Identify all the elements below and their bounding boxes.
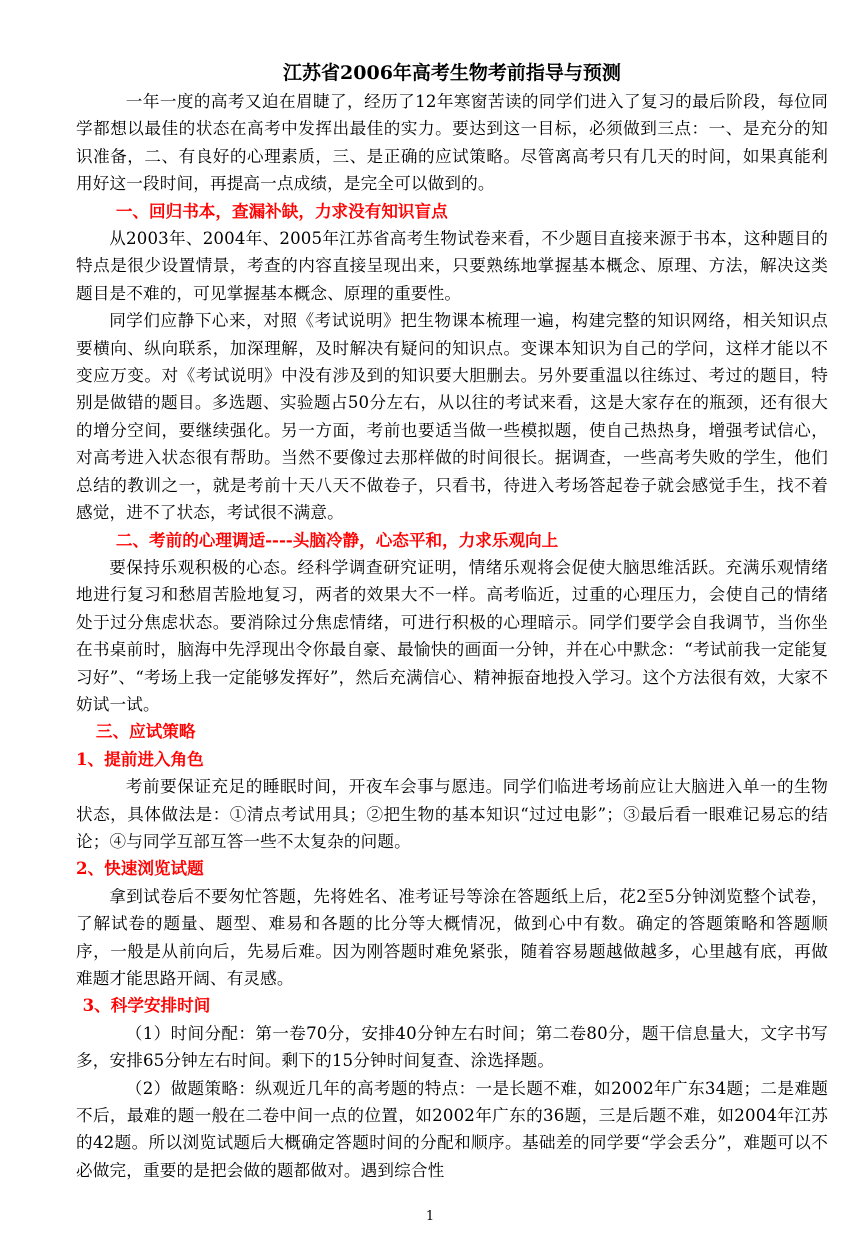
subsection-3-paragraph-2: （2）做题策略：纵观近几年的高考题的特点：一是长题不难，如2002年广东34题；二是难题不后，最难的题一般在二卷中间一点的位置，如2002年广东的36题，三是后题不难，如2004年江苏的42题。所以浏览试题后大概确定答题时间的分配和顺序。基础差的同学要“学会丢分”，难题可以不必做完，重要的是把会做的题都做对。遇到综合性 [76,1078,828,1180]
subsection-1-heading: 1、提前进入角色 [76,748,204,769]
section-1-heading: 一、回归书本，查漏补缺，力求没有知识盲点 [115,200,448,221]
document-page [76,58,828,1184]
subsection-3-paragraph-1: （1）时间分配：第一卷70分，安排40分钟左右时间；第二卷80分，题干信息量大，文字书写多，安排65分钟左右时间。剩下的15分钟时间复查、涂选择题。 [76,1023,828,1071]
section-2-heading: 二、考前的心理调适----头脑冷静，心态平和，力求乐观向上 [115,529,559,550]
subsection-2-paragraph: 拿到试卷后不要匆忙答题，先将姓名、准考证号等涂在答题纸上后，花2至5分钟浏览整个试卷，了解试卷的题量、题型、难易和各题的比分等大概情况，做到心中有数。确定的答题策略和答题顺序，一般是从前向后，先易后难。因为刚答题时难免紧张，随着容易题越做越多，心里越有底，再做难题才能思路开阔、有灵感。 [76,886,828,988]
subsection-1-paragraph: 考前要保证充足的睡眠时间，开夜车会事与愿违。同学们临进考场前应让大脑进入单一的生物状态，具体做法是：①清点考试用具；②把生物的基本知识“过过电影”；③最后看一眼难记易忘的结论；④与同学互部互答一些不太复杂的问题。 [76,777,828,851]
subsection-2-heading: 2、快速浏览试题 [76,858,204,879]
intro-paragraph: 一年一度的高考又迫在眉睫了，经历了12年寒窗苦读的同学们进入了复习的最后阶段，每位同学都想以最佳的状态在高考中发挥出最佳的实力。要达到这一目标，必须做到三点：一、是充分的知识准备，二、有良好的心理素质，三、是正确的应试策略。尽管离高考只有几天的时间，如果真能利用好这一段时间，再提高一点成绩，是完全可以做到的。 [76,92,828,194]
section-1-paragraph-1: 从2003年、2004年、2005年江苏省高考生物试卷来看，不少题目直接来源于书本，这种题目的特点是很少设置情景，考查的内容直接呈现出来，只要熟练地掌握基本概念、原理、方法，解决这类题目是不难的，可见掌握基本概念、原理的重要性。 [76,229,828,303]
page-number: 1 [425,1209,435,1224]
subsection-3-heading: 3、科学安排时间 [82,995,211,1016]
section-2-paragraph-1: 要保持乐观积极的心态。经科学调查研究证明，情绪乐观将会促使大脑思维活跃。充满乐观情绪地进行复习和愁眉苦脸地复习，两者的效果大不一样。高考临近，过重的心理压力，会使自己的情绪处于过分焦虑状态。要消除过分焦虑情绪，可进行积极的心理暗示。同学们要学会自我调节，当你坐在书桌前时，脑海中先浮现出令你最自豪、最愉快的画面一分钟，并在心中默念：“考试前我一定能复习好”、“考场上我一定能够发挥好”，然后充满信心、精神振奋地投入学习。这个方法很有效，大家不妨试一试。 [76,557,828,714]
document-title: 江苏省2006年高考生物考前指导与预测 [283,62,621,84]
section-1-paragraph-2: 同学们应静下心来，对照《考试说明》把生物课本梳理一遍，构建完整的知识网络，相关知识点要横向、纵向联系，加深理解，及时解决有疑问的知识点。变课本知识为自己的学问，这样才能以不变应万变。对《考试说明》中没有涉及到的知识要大胆删去。另外要重温以往练过、考过的题目，特别是做错的题目。多选题、实验题占50分左右，从以往的考试来看，这是大家存在的瓶颈，还有很大的增分空间，要继续强化。另一方面，考前也要适当做一些模拟题，使自己热热身，增强考试信心，对高考进入状态很有帮助。当然不要像过去那样做的时间很长。据调查，一些高考失败的学生，他们总结的教训之一，就是考前十天八天不做卷子，只看书，待进入考场答起卷子就会感觉手生，找不着感觉，进不了状态，考试很不满意。 [76,311,828,523]
section-3-heading: 三、应试策略 [95,721,196,742]
